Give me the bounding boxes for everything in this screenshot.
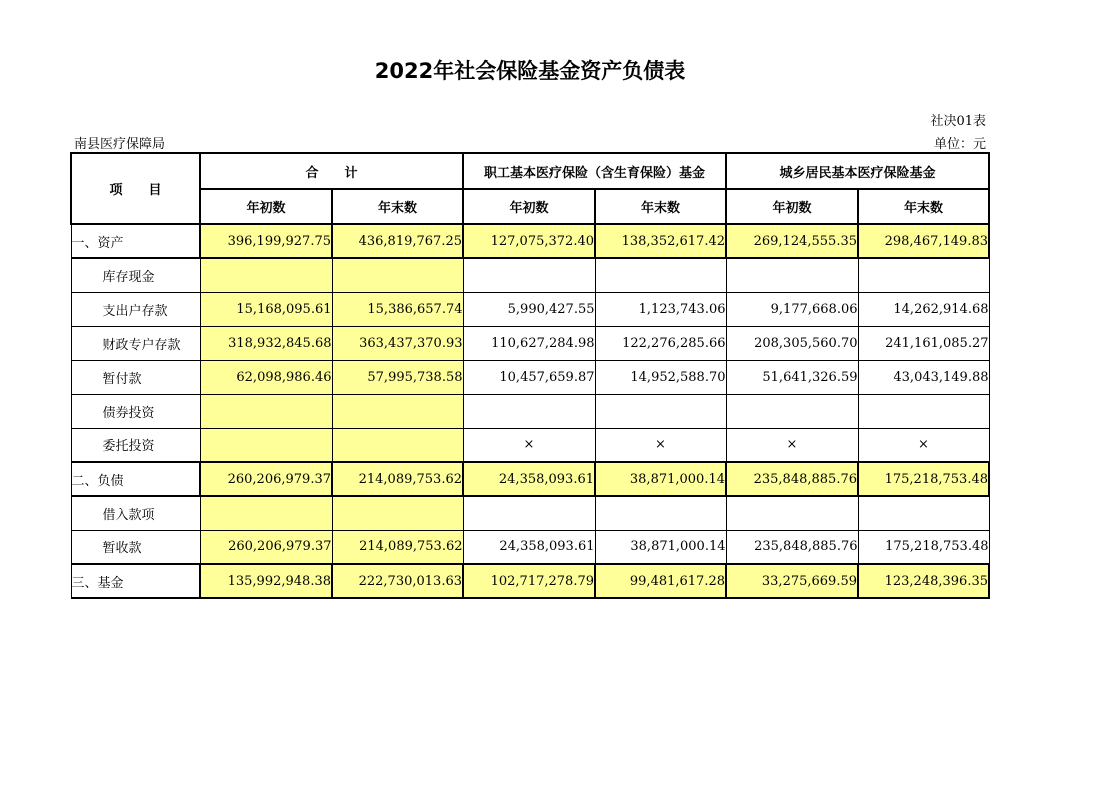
header-row-sub (71, 189, 989, 224)
page-title: 2022年社会保险基金资产负债表 (374, 59, 686, 83)
value-cell (463, 394, 595, 428)
value-cell: 38,871,000.14 (595, 462, 726, 496)
table-row (71, 564, 989, 598)
value-cell: 14,262,914.68 (858, 292, 989, 326)
value-cell: 123,248,396.35 (858, 564, 989, 598)
value-cell: 110,627,284.98 (463, 326, 595, 360)
sub-header-start: 年初数 (200, 189, 332, 224)
value-cell (463, 496, 595, 530)
value-cell (332, 496, 463, 530)
value-cell (858, 496, 989, 530)
not-applicable-cell: × (595, 428, 726, 462)
table-row (71, 224, 989, 258)
row-label: 债券投资 (71, 394, 200, 428)
value-cell (726, 258, 858, 292)
row-label: 二、负债 (71, 462, 200, 496)
row-label: 暂收款 (71, 530, 200, 564)
value-cell: 260,206,979.37 (200, 530, 332, 564)
table-row (71, 258, 989, 292)
value-cell: 51,641,326.59 (726, 360, 858, 394)
balance-sheet-table (70, 152, 990, 599)
value-cell (595, 258, 726, 292)
table-body (71, 224, 989, 598)
value-cell: 222,730,013.63 (332, 564, 463, 598)
value-cell: 33,275,669.59 (726, 564, 858, 598)
not-applicable-cell: × (858, 428, 989, 462)
sub-header-end: 年末数 (595, 189, 726, 224)
value-cell: 318,932,845.68 (200, 326, 332, 360)
table-row (71, 530, 989, 564)
table-row (71, 394, 989, 428)
value-cell: 208,305,560.70 (726, 326, 858, 360)
row-label: 三、基金 (71, 564, 200, 598)
table-row (71, 496, 989, 530)
value-cell (595, 496, 726, 530)
table-row (71, 428, 989, 462)
group-header-resident-fund: 城乡居民基本医疗保险基金 (726, 153, 989, 189)
value-cell: 135,992,948.38 (200, 564, 332, 598)
value-cell: 15,168,095.61 (200, 292, 332, 326)
value-cell (332, 428, 463, 462)
not-applicable-cell: × (463, 428, 595, 462)
value-cell: 1,123,743.06 (595, 292, 726, 326)
value-cell: 363,437,370.93 (332, 326, 463, 360)
value-cell (200, 258, 332, 292)
value-cell: 9,177,668.06 (726, 292, 858, 326)
value-cell (463, 258, 595, 292)
sub-header-start: 年初数 (463, 189, 595, 224)
sub-header-start: 年初数 (726, 189, 858, 224)
table-row (71, 360, 989, 394)
value-cell: 5,990,427.55 (463, 292, 595, 326)
sub-header-end: 年末数 (858, 189, 989, 224)
row-label: 支出户存款 (71, 292, 200, 326)
value-cell: 260,206,979.37 (200, 462, 332, 496)
value-cell: 436,819,767.25 (332, 224, 463, 258)
value-cell (332, 394, 463, 428)
not-applicable-cell: × (726, 428, 858, 462)
group-header-employee-fund: 职工基本医疗保险（含生育保险）基金 (463, 153, 726, 189)
value-cell: 396,199,927.75 (200, 224, 332, 258)
value-cell (726, 496, 858, 530)
value-cell: 15,386,657.74 (332, 292, 463, 326)
value-cell: 175,218,753.48 (858, 462, 989, 496)
row-label: 借入款项 (71, 496, 200, 530)
value-cell (858, 258, 989, 292)
value-cell (858, 394, 989, 428)
value-cell: 99,481,617.28 (595, 564, 726, 598)
value-cell: 43,043,149.88 (858, 360, 989, 394)
value-cell (200, 428, 332, 462)
table-row (71, 462, 989, 496)
row-label: 暂付款 (71, 360, 200, 394)
value-cell: 241,161,085.27 (858, 326, 989, 360)
value-cell: 175,218,753.48 (858, 530, 989, 564)
item-column-header: 项 目 (71, 153, 200, 224)
value-cell: 38,871,000.14 (595, 530, 726, 564)
group-header-total: 合 计 (200, 153, 463, 189)
row-label: 委托投资 (71, 428, 200, 462)
value-cell (200, 394, 332, 428)
value-cell: 24,358,093.61 (463, 462, 595, 496)
value-cell: 10,457,659.87 (463, 360, 595, 394)
form-code: 社决01表 (930, 114, 986, 129)
value-cell (595, 394, 726, 428)
value-cell: 298,467,149.83 (858, 224, 989, 258)
value-cell: 24,358,093.61 (463, 530, 595, 564)
value-cell: 57,995,738.58 (332, 360, 463, 394)
table-row (71, 292, 989, 326)
header-row-groups (71, 153, 989, 189)
sub-header-end: 年末数 (332, 189, 463, 224)
row-label: 一、资产 (71, 224, 200, 258)
value-cell: 235,848,885.76 (726, 462, 858, 496)
value-cell (726, 394, 858, 428)
row-label: 库存现金 (71, 258, 200, 292)
value-cell: 269,124,555.35 (726, 224, 858, 258)
organization-name: 南县医疗保障局 (74, 137, 166, 152)
value-cell: 122,276,285.66 (595, 326, 726, 360)
value-cell: 214,089,753.62 (332, 530, 463, 564)
value-cell: 62,098,986.46 (200, 360, 332, 394)
value-cell: 214,089,753.62 (332, 462, 463, 496)
row-label: 财政专户存款 (71, 326, 200, 360)
value-cell (332, 258, 463, 292)
value-cell: 14,952,588.70 (595, 360, 726, 394)
table-row (71, 326, 989, 360)
unit-label: 单位：元 (933, 137, 986, 152)
value-cell (200, 496, 332, 530)
value-cell: 102,717,278.79 (463, 564, 595, 598)
value-cell: 235,848,885.76 (726, 530, 858, 564)
value-cell: 127,075,372.40 (463, 224, 595, 258)
value-cell: 138,352,617.42 (595, 224, 726, 258)
